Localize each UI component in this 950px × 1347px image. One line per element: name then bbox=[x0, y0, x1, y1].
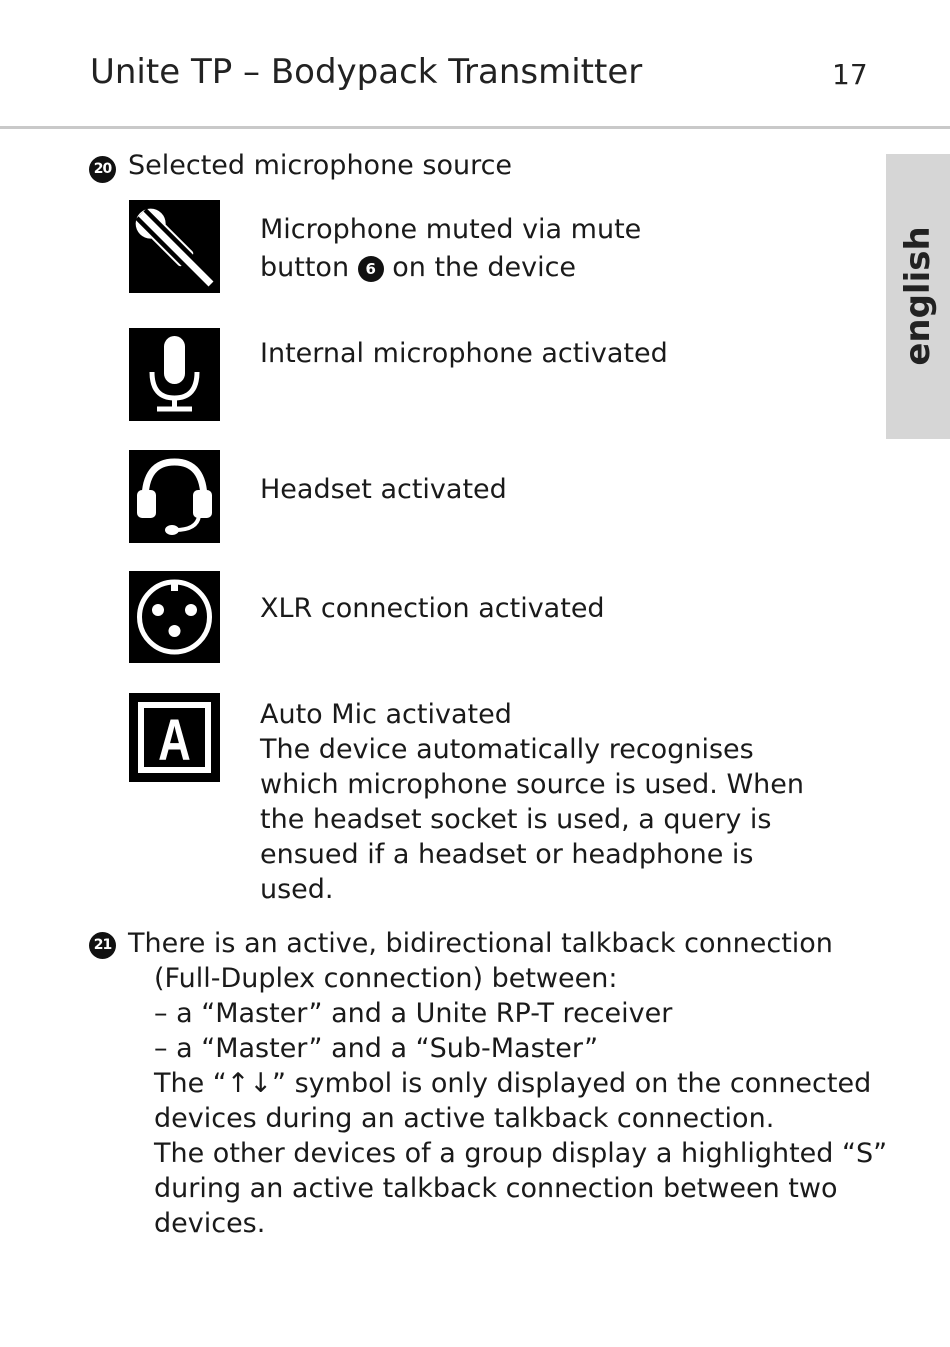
microphone-muted-description bbox=[260, 211, 641, 287]
xlr-connector-icon bbox=[129, 571, 220, 663]
language-tab-label: english bbox=[898, 226, 938, 366]
auto-mic-description bbox=[260, 697, 804, 907]
section-20-title: Selected microphone source bbox=[128, 150, 513, 181]
section-21-line: The other devices of a group display a highlighted “S” bbox=[154, 1138, 888, 1169]
microphone-muted-line2 bbox=[260, 249, 641, 287]
header-divider bbox=[0, 126, 950, 129]
auto-mic-line: Auto Mic activated bbox=[260, 699, 512, 730]
internal-microphone-description: Internal microphone activated bbox=[260, 338, 668, 369]
page-number: 17 bbox=[832, 58, 868, 91]
mute-button-reference-badge: 6 bbox=[358, 256, 384, 282]
microphone-muted-line2-after: on the device bbox=[392, 252, 577, 283]
headset-icon bbox=[129, 450, 220, 543]
microphone-muted-icon bbox=[129, 200, 220, 293]
section-21-line: There is an active, bidirectional talkback connection bbox=[128, 928, 833, 959]
auto-mic-line: which microphone source is used. When bbox=[260, 769, 805, 800]
auto-mic-icon bbox=[129, 693, 220, 782]
section-21-line: during an active talkback connection between two bbox=[154, 1173, 838, 1204]
language-tab bbox=[886, 154, 950, 439]
section-21-body bbox=[128, 926, 887, 1241]
auto-mic-line: used. bbox=[260, 874, 334, 905]
microphone-muted-line2-before: button bbox=[260, 252, 350, 283]
auto-mic-line: the headset socket is used, a query is bbox=[260, 804, 772, 835]
section-21-line: (Full-Duplex connection) between: bbox=[154, 963, 618, 994]
section-21-line: – a “Master” and a “Sub-Master” bbox=[154, 1033, 599, 1064]
auto-mic-icon-glyph: A bbox=[158, 708, 191, 774]
section-21-line: – a “Master” and a Unite RP-T receiver bbox=[154, 998, 673, 1029]
auto-mic-line: The device automatically recognises bbox=[260, 734, 754, 765]
section-21-line: devices during an active talkback connection. bbox=[154, 1103, 775, 1134]
internal-microphone-icon bbox=[129, 328, 220, 421]
header-title: Unite TP – Bodypack Transmitter bbox=[90, 52, 643, 92]
section-21-number-badge: 21 bbox=[89, 932, 116, 959]
section-21-line: devices. bbox=[154, 1208, 266, 1239]
xlr-description: XLR connection activated bbox=[260, 593, 605, 624]
section-21-line: The “↑↓” symbol is only displayed on the connected bbox=[154, 1068, 872, 1099]
headset-description: Headset activated bbox=[260, 474, 507, 505]
auto-mic-line: ensued if a headset or headphone is bbox=[260, 839, 754, 870]
section-20-number-badge: 20 bbox=[89, 156, 116, 183]
microphone-muted-line1: Microphone muted via mute bbox=[260, 214, 642, 245]
